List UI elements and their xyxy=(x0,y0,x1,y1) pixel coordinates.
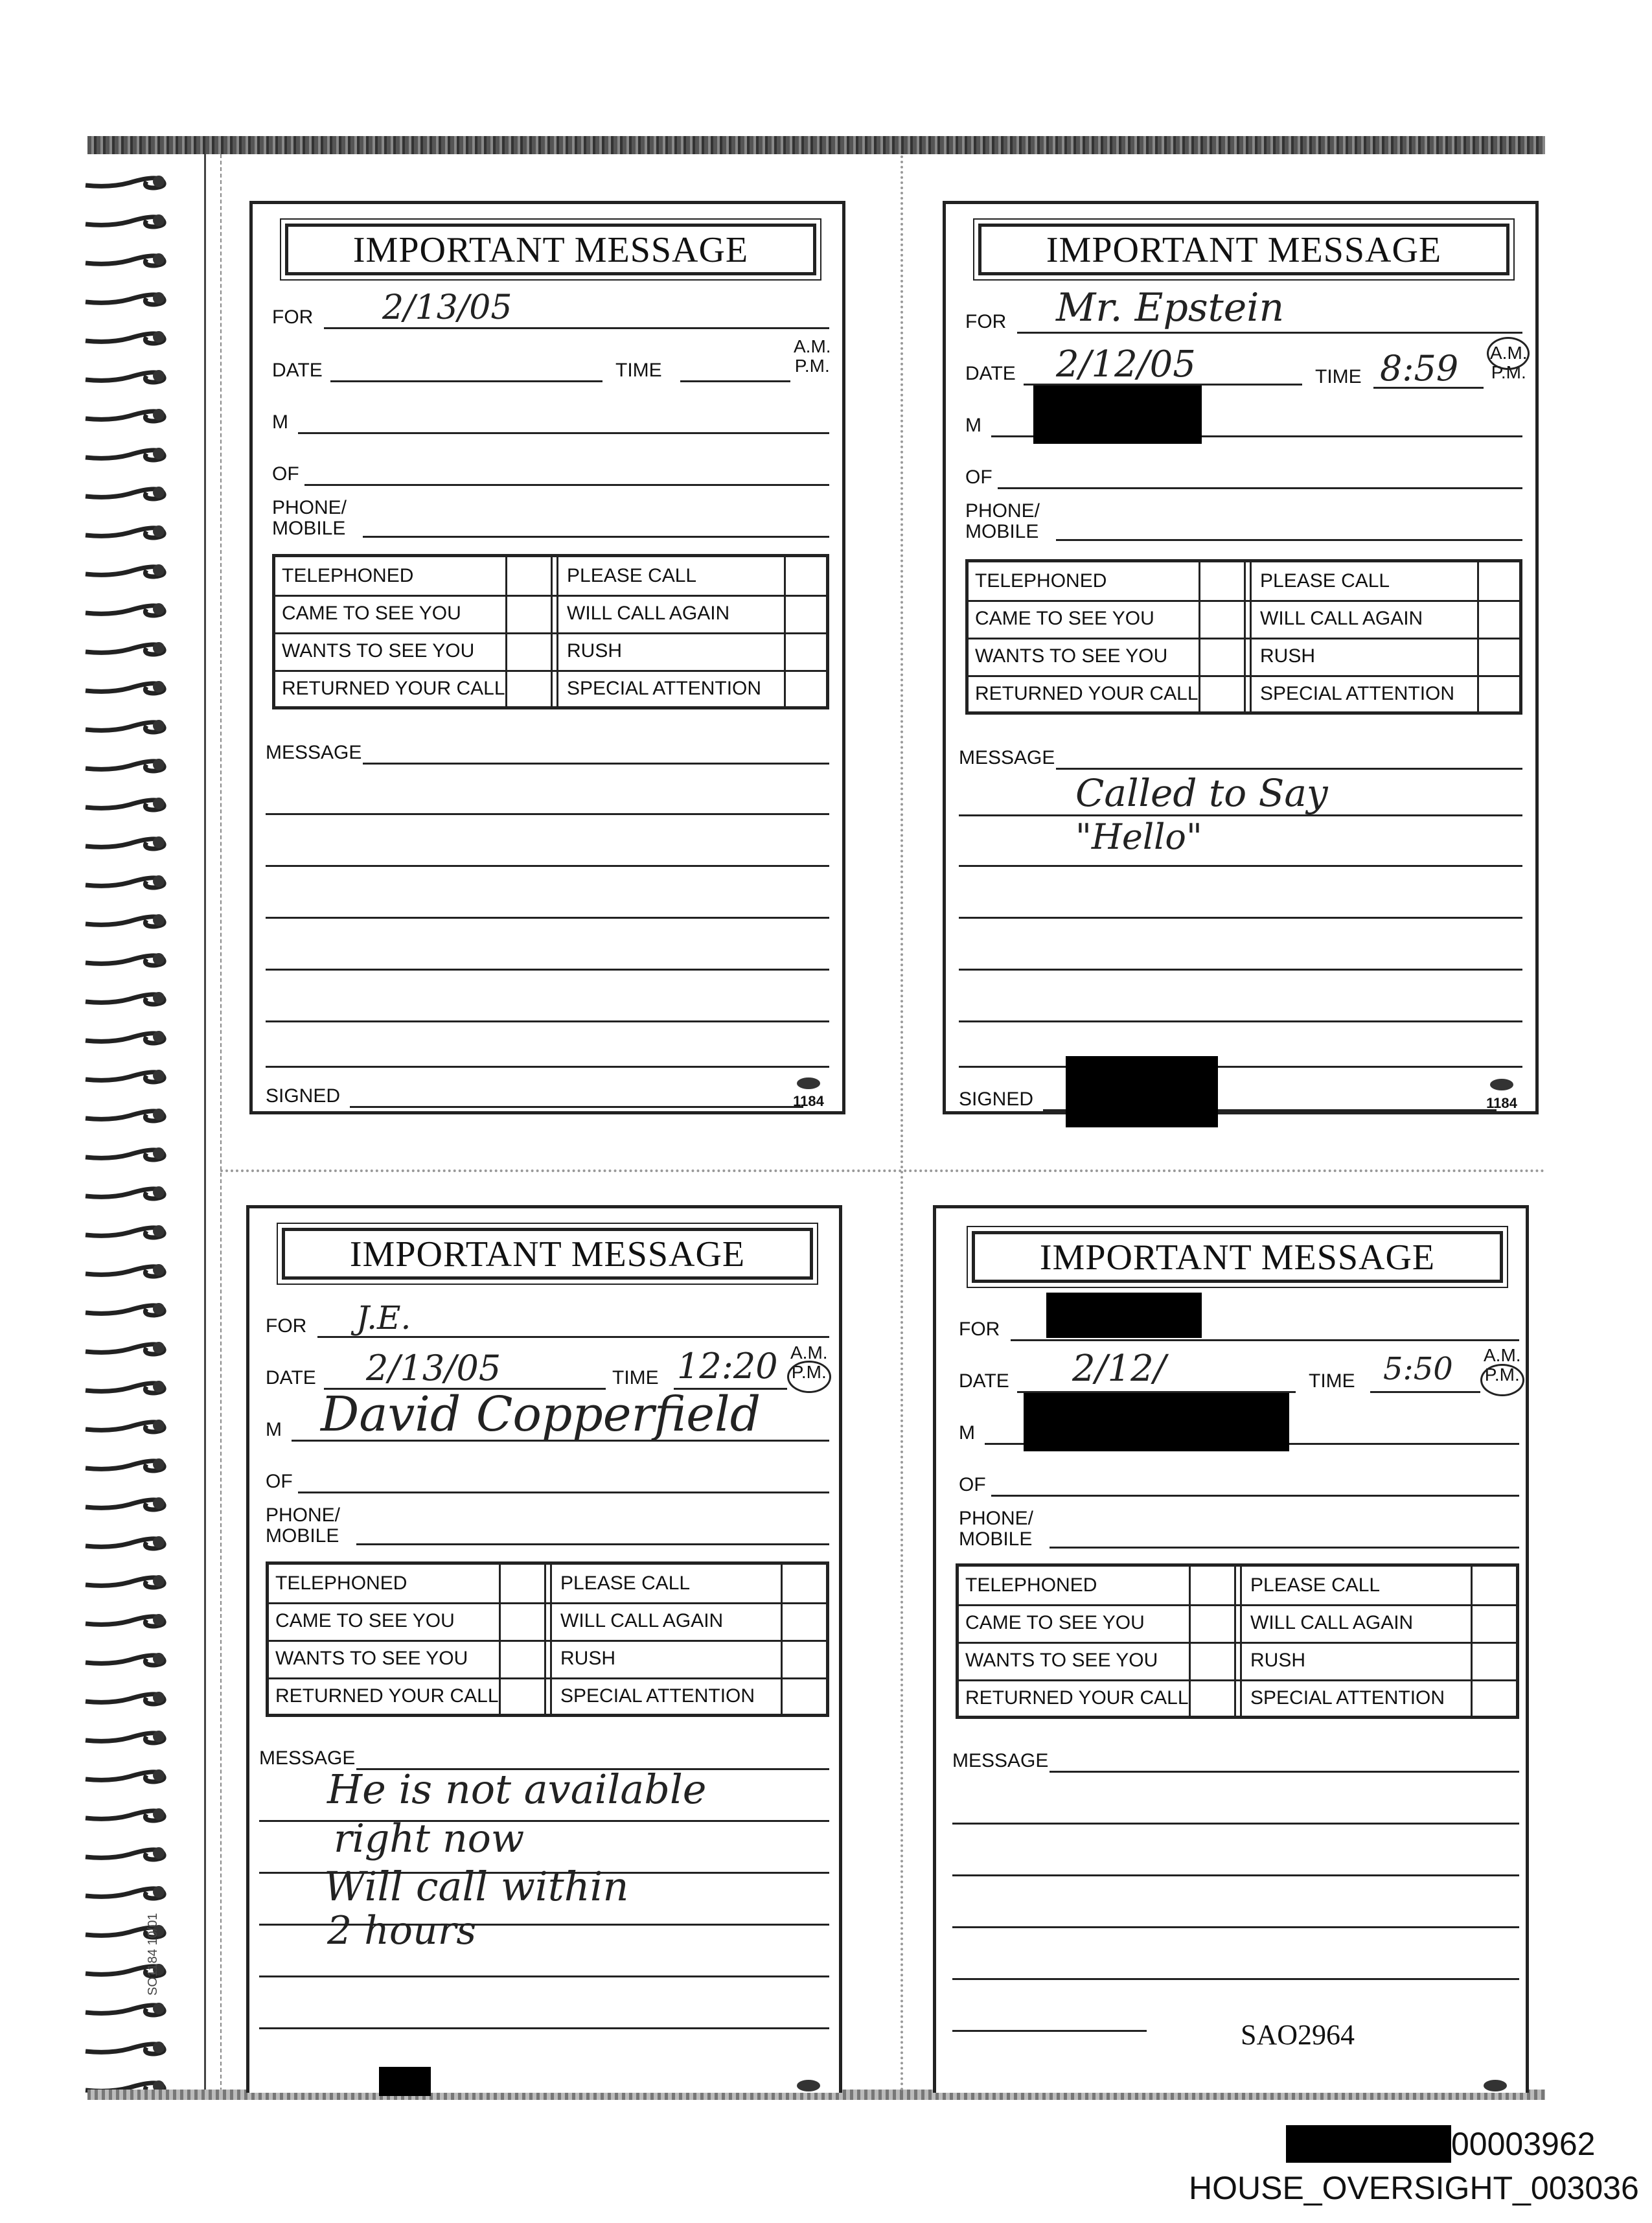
checkbox-grid xyxy=(965,559,1522,715)
am-label: A.M. xyxy=(1490,343,1528,363)
time-line xyxy=(1370,1391,1480,1393)
message-line-1: He is not available xyxy=(327,1766,707,1813)
spiral-coil xyxy=(84,1179,175,1203)
spiral-coil xyxy=(84,1568,175,1591)
pm-circle xyxy=(787,1361,831,1393)
printer-logo-icon xyxy=(797,2080,820,2091)
telephoned-label: TELEPHONED xyxy=(965,1574,1097,1596)
am-pm xyxy=(794,337,831,376)
spiral-coil xyxy=(84,868,175,892)
of-line xyxy=(304,484,829,486)
checkbox-grid xyxy=(956,1563,1519,1719)
slip-title: IMPORTANT MESSAGE xyxy=(285,224,816,275)
message-line-2: "Hello" xyxy=(1075,816,1202,857)
message-line-3: Will call within xyxy=(324,1863,629,1910)
wants-to-see-you-label: WANTS TO SEE YOU xyxy=(282,640,475,662)
spiral-coil xyxy=(84,1296,175,1319)
pm-label: P.M. xyxy=(1491,362,1526,382)
phone-line xyxy=(1050,1547,1519,1549)
for-label: FOR xyxy=(965,311,1007,332)
message-slip-2 xyxy=(943,201,1539,1114)
spiral-coil xyxy=(84,207,175,231)
for-value: Mr. Epstein xyxy=(1056,285,1285,330)
message-line-2: right now xyxy=(334,1816,525,1861)
perforation-horizontal xyxy=(220,1169,1545,1172)
spiral-coil xyxy=(84,907,175,930)
came-to-see-you-label: CAME TO SEE YOU xyxy=(282,603,461,624)
rush-label: RUSH xyxy=(567,640,623,662)
special-attention-label: SPECIAL ATTENTION xyxy=(560,1685,755,1707)
spiral-coil xyxy=(84,1723,175,1747)
phone-line xyxy=(363,536,829,538)
spiral-coil xyxy=(84,1607,175,1630)
spiral-coil xyxy=(84,518,175,542)
of-label: OF xyxy=(965,466,992,488)
am-label: A.M. xyxy=(790,1342,828,1363)
spiral-coil xyxy=(84,1024,175,1047)
time-label: TIME xyxy=(1309,1370,1355,1392)
came-to-see-you-label: CAME TO SEE YOU xyxy=(965,1612,1145,1633)
spiral-coil xyxy=(84,1840,175,1863)
m-label: M xyxy=(266,1419,282,1440)
form-code: 1184 xyxy=(1486,1095,1517,1111)
spiral-coil xyxy=(84,1879,175,1902)
spiral-coil xyxy=(84,1646,175,1669)
spiral-binding xyxy=(84,149,214,2099)
time-value: 12:20 xyxy=(677,1346,778,1387)
printer-logo-icon xyxy=(797,1077,820,1089)
of-label: OF xyxy=(266,1471,293,1492)
spiral-coil xyxy=(84,1762,175,1786)
special-attention-label: SPECIAL ATTENTION xyxy=(1250,1687,1445,1709)
of-line xyxy=(298,1492,829,1493)
wants-to-see-you-label: WANTS TO SEE YOU xyxy=(965,1650,1158,1671)
please-call-label: PLEASE CALL xyxy=(567,565,697,586)
signed-line xyxy=(350,1106,803,1108)
signed-label: SIGNED xyxy=(266,1085,341,1107)
m-line xyxy=(298,432,829,434)
of-line xyxy=(998,487,1522,489)
time-label: TIME xyxy=(612,1367,659,1388)
redaction-box xyxy=(1033,386,1202,444)
case-stamp: SAO2964 xyxy=(1241,2019,1355,2051)
form-code: 1184 xyxy=(793,1093,824,1109)
spiral-coil xyxy=(84,1140,175,1164)
bates-number: 00003962 xyxy=(1451,2126,1596,2162)
pm-label: P.M. xyxy=(1484,1365,1520,1385)
date-label: DATE xyxy=(266,1367,316,1388)
perforation-vertical xyxy=(901,155,903,2093)
spiral-coil xyxy=(84,596,175,619)
house-oversight-id: HOUSE_OVERSIGHT_003036 xyxy=(1189,2170,1639,2206)
phone-mobile-label: PHONE/ MOBILE xyxy=(965,500,1040,542)
slip-title: IMPORTANT MESSAGE xyxy=(978,224,1509,275)
date-value: 2/12/ xyxy=(1072,1348,1166,1390)
date-line xyxy=(330,380,602,382)
spiral-coil xyxy=(84,363,175,386)
for-line xyxy=(324,327,829,329)
spiral-coil xyxy=(84,1101,175,1125)
time-value: 8:59 xyxy=(1380,348,1459,389)
for-line xyxy=(1011,1339,1519,1341)
spiral-coil xyxy=(84,441,175,464)
m-label: M xyxy=(272,411,288,433)
for-label: FOR xyxy=(266,1315,307,1337)
spiral-coil xyxy=(84,1957,175,1980)
am-label: A.M. xyxy=(794,336,831,356)
for-line xyxy=(1017,332,1522,334)
wants-to-see-you-label: WANTS TO SEE YOU xyxy=(275,1648,468,1669)
spiral-coil xyxy=(84,1685,175,1708)
rush-label: RUSH xyxy=(1260,645,1316,667)
please-call-label: PLEASE CALL xyxy=(1260,570,1390,592)
spiral-coil xyxy=(84,752,175,775)
spiral-coil xyxy=(84,829,175,853)
m-label: M xyxy=(965,415,981,436)
spiral-coil xyxy=(84,479,175,503)
telephoned-label: TELEPHONED xyxy=(975,570,1107,592)
message-label: MESSAGE xyxy=(266,742,362,763)
phone-mobile-label: PHONE/ MOBILE xyxy=(272,497,347,539)
returned-your-call-label: RETURNED YOUR CALL xyxy=(282,678,505,699)
spiral-coil xyxy=(84,1529,175,1552)
phone-mobile-label: PHONE/ MOBILE xyxy=(959,1508,1034,1550)
redaction-box xyxy=(1066,1056,1218,1127)
side-print-code: SO1184 10/01 xyxy=(146,1913,160,1996)
time-label: TIME xyxy=(1315,366,1362,387)
checkbox-grid xyxy=(272,554,829,709)
spiral-coil xyxy=(84,1918,175,1941)
spiral-coil xyxy=(84,635,175,658)
will-call-again-label: WILL CALL AGAIN xyxy=(567,603,730,624)
will-call-again-label: WILL CALL AGAIN xyxy=(1250,1612,1414,1633)
printer-logo-icon xyxy=(1484,2080,1507,2091)
binding-top-edge xyxy=(87,136,1545,154)
redaction-box xyxy=(1046,1293,1202,1338)
of-label: OF xyxy=(272,463,299,485)
message-slip-3 xyxy=(246,1205,842,2093)
spiral-coil xyxy=(84,246,175,270)
time-value: 5:50 xyxy=(1383,1351,1453,1387)
spiral-coil xyxy=(84,946,175,969)
for-value: 2/13/05 xyxy=(382,288,512,327)
returned-your-call-label: RETURNED YOUR CALL xyxy=(275,1685,499,1707)
pm-label: P.M. xyxy=(794,356,830,376)
message-label: MESSAGE xyxy=(952,1750,1049,1771)
spiral-coil xyxy=(84,1257,175,1280)
spiral-coil xyxy=(84,1412,175,1436)
returned-your-call-label: RETURNED YOUR CALL xyxy=(975,683,1199,704)
spiral-coil xyxy=(84,1374,175,1397)
spiral-coil xyxy=(84,2034,175,2058)
spiral-coil xyxy=(84,1801,175,1825)
date-value: 2/13/05 xyxy=(366,1348,501,1388)
for-label: FOR xyxy=(959,1319,1000,1340)
slip-title: IMPORTANT MESSAGE xyxy=(972,1231,1503,1283)
rush-label: RUSH xyxy=(1250,1650,1306,1671)
message-label: MESSAGE xyxy=(959,747,1055,768)
special-attention-label: SPECIAL ATTENTION xyxy=(1260,683,1455,704)
checkbox-grid xyxy=(266,1561,829,1717)
telephoned-label: TELEPHONED xyxy=(275,1572,407,1594)
wants-to-see-you-label: WANTS TO SEE YOU xyxy=(975,645,1168,667)
am-circle xyxy=(1487,337,1530,370)
came-to-see-you-label: CAME TO SEE YOU xyxy=(975,608,1154,629)
time-label: TIME xyxy=(615,360,662,381)
special-attention-label: SPECIAL ATTENTION xyxy=(567,678,762,699)
will-call-again-label: WILL CALL AGAIN xyxy=(560,1610,724,1631)
spiral-coil xyxy=(84,1063,175,1086)
spiral-coil xyxy=(84,168,175,192)
spiral-coil xyxy=(84,713,175,736)
redaction-box xyxy=(379,2067,431,2096)
spiral-coil xyxy=(84,402,175,425)
spiral-coil xyxy=(84,1996,175,2019)
phone-line xyxy=(356,1543,829,1545)
phone-mobile-label: PHONE/ MOBILE xyxy=(266,1504,341,1547)
spiral-coil xyxy=(84,674,175,697)
spiral-coil xyxy=(84,1335,175,1358)
message-line-1: Called to Say xyxy=(1075,771,1328,815)
date-label: DATE xyxy=(965,363,1016,384)
of-label: OF xyxy=(959,1474,986,1495)
telephoned-label: TELEPHONED xyxy=(282,565,414,586)
came-to-see-you-label: CAME TO SEE YOU xyxy=(275,1610,455,1631)
for-value: J.E. xyxy=(356,1299,411,1337)
please-call-label: PLEASE CALL xyxy=(560,1572,691,1594)
returned-your-call-label: RETURNED YOUR CALL xyxy=(965,1687,1189,1709)
spiral-coil xyxy=(84,1490,175,1514)
phone-line xyxy=(1056,539,1522,541)
rush-label: RUSH xyxy=(560,1648,616,1669)
spiral-coil xyxy=(84,790,175,814)
spiral-coil xyxy=(84,324,175,347)
binding-strip xyxy=(204,154,222,2091)
date-value: 2/12/05 xyxy=(1056,343,1196,386)
message-slip-1 xyxy=(249,201,845,1114)
signed-label: SIGNED xyxy=(959,1088,1034,1110)
am-label: A.M. xyxy=(1484,1345,1521,1365)
slip-title: IMPORTANT MESSAGE xyxy=(282,1228,813,1280)
for-label: FOR xyxy=(272,306,314,328)
time-line xyxy=(680,380,790,382)
redaction-box xyxy=(1024,1393,1289,1451)
of-line xyxy=(991,1495,1519,1497)
spiral-coil xyxy=(84,985,175,1008)
m-label: M xyxy=(959,1422,975,1444)
m-value: David Copperfield xyxy=(321,1387,761,1442)
message-slip-4 xyxy=(933,1205,1529,2093)
spiral-coil xyxy=(84,1218,175,1241)
date-label: DATE xyxy=(959,1370,1009,1392)
will-call-again-label: WILL CALL AGAIN xyxy=(1260,608,1423,629)
message-line-4: 2 hours xyxy=(327,1908,477,1953)
date-label: DATE xyxy=(272,360,323,381)
footer-redaction-box xyxy=(1286,2125,1451,2163)
message-label: MESSAGE xyxy=(259,1747,356,1769)
spiral-coil xyxy=(84,1451,175,1475)
spiral-coil xyxy=(84,285,175,308)
spiral-coil xyxy=(84,557,175,581)
printer-logo-icon xyxy=(1490,1079,1513,1090)
please-call-label: PLEASE CALL xyxy=(1250,1574,1381,1596)
pm-label: P.M. xyxy=(791,1362,827,1382)
pm-circle xyxy=(1480,1364,1524,1396)
